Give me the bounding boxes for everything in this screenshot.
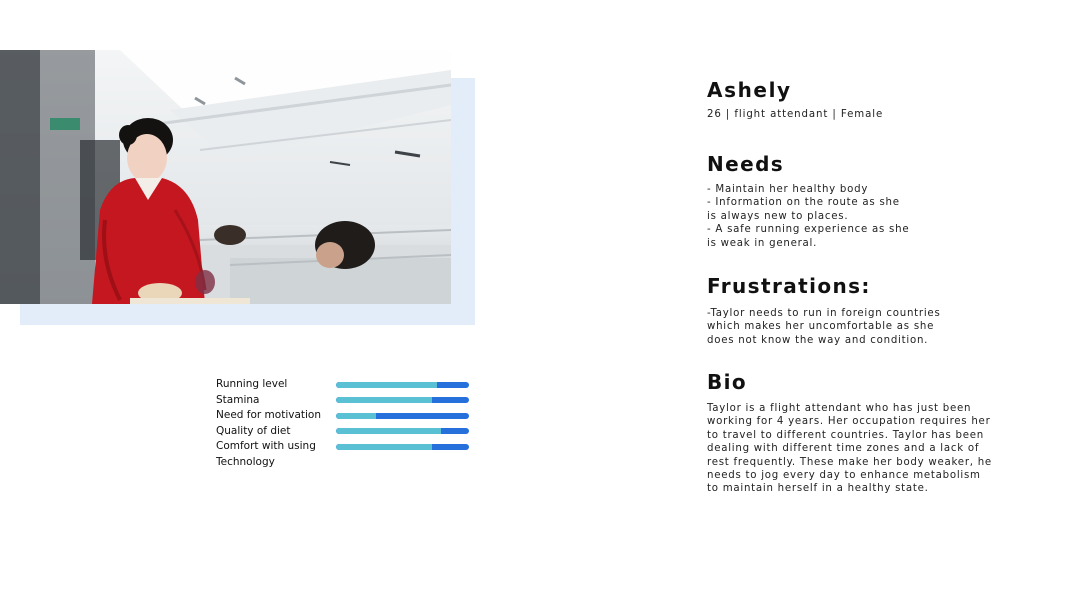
skill-label-continuation: Technology [216, 456, 275, 468]
skill-bar-fill [336, 397, 432, 403]
bio-line: working for 4 years. Her occupation requires her [707, 416, 991, 428]
skill-row-stamina [216, 393, 476, 409]
needs-line: - A safe running experience as she [707, 224, 910, 236]
skill-label: Need for motivation [216, 409, 321, 422]
skill-bar-fill [336, 382, 437, 388]
needs-line: is always new to places. [707, 210, 849, 222]
skill-bar-track [336, 397, 469, 403]
skill-bar-track [336, 444, 469, 450]
needs-line: - Information on the route as she [707, 197, 900, 209]
skill-row-running-level [216, 377, 476, 393]
bio-line: needs to jog every day to enhance metabolism [707, 470, 981, 482]
bio-line: rest frequently. These make her body weaker, he [707, 456, 992, 468]
skill-label: Running level [216, 378, 288, 390]
cabin-scene [0, 50, 451, 304]
needs-line: - Maintain her healthy body [707, 184, 869, 195]
persona-details: 26 | flight attendant | Female [707, 109, 884, 120]
skills-panel [216, 377, 476, 468]
skill-bar-fill [336, 413, 376, 419]
frustrations-line: does not know the way and condition. [707, 334, 929, 346]
skill-bar-fill [336, 444, 432, 450]
bio-line: to travel to different countries. Taylor has been [707, 429, 984, 441]
skill-bar-fill [336, 428, 441, 434]
bio-body [707, 402, 992, 496]
needs-body [707, 183, 909, 250]
bio-line: Taylor is a flight attendant who has just been [707, 403, 972, 414]
bio-title: Bio [707, 370, 748, 394]
skill-label: Comfort with using [216, 440, 316, 453]
skill-bar-track [336, 413, 469, 419]
skill-bar-track [336, 382, 469, 388]
bio-line: dealing with different time zones and a lack of [707, 443, 980, 455]
persona-name: Ashely [707, 78, 792, 102]
skill-bar-track [336, 428, 469, 434]
needs-line: is weak in general. [707, 237, 818, 249]
bio-line: to maintain herself in a healthy state. [707, 483, 929, 495]
needs-title: Needs [707, 152, 785, 176]
frustrations-line: -Taylor needs to run in foreign countries [707, 308, 941, 319]
frustrations-line: which makes her uncomfortable as she [707, 321, 935, 333]
skill-label: Quality of diet [216, 424, 291, 437]
frustrations-title: Frustrations: [707, 274, 871, 298]
skill-row-comfort-with-technology [216, 439, 476, 455]
frustrations-body [707, 307, 941, 347]
skill-row-quality-of-diet [216, 424, 476, 440]
persona-photo [0, 50, 451, 304]
skill-label: Stamina [216, 393, 260, 406]
skill-row-need-for-motivation [216, 408, 476, 424]
